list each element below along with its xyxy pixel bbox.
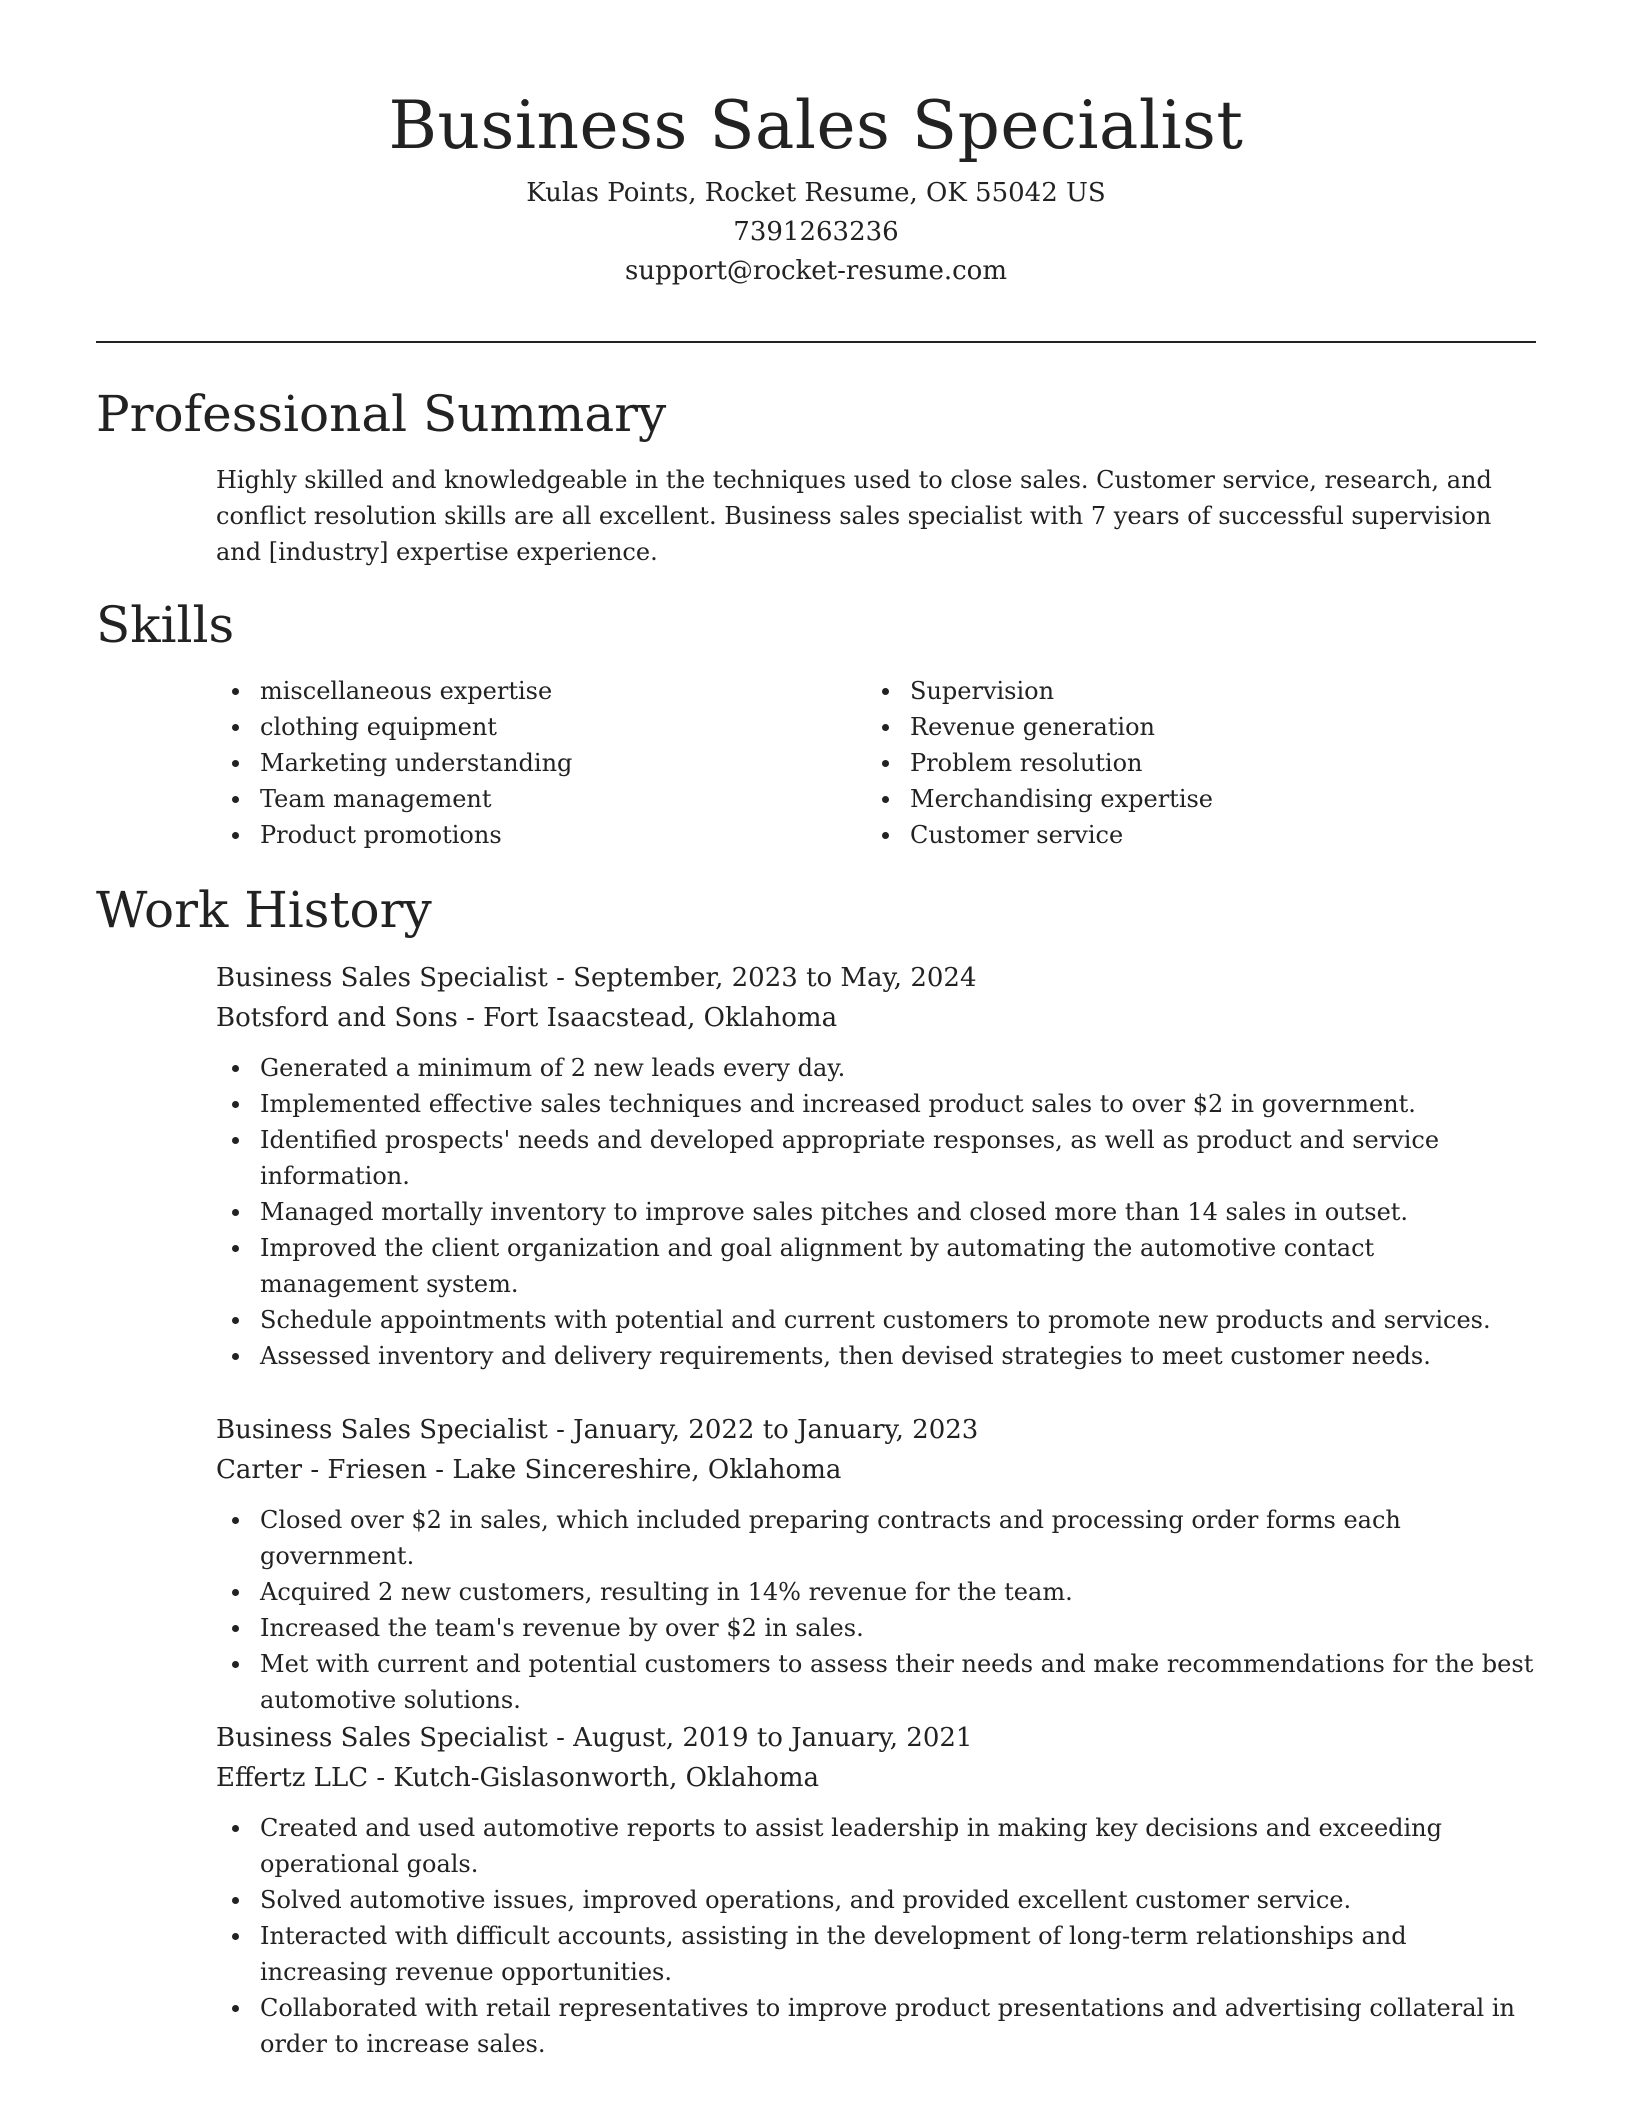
skill-item: Merchandising expertise: [866, 781, 1516, 817]
skills-list: [216, 673, 1516, 853]
header-divider: [96, 341, 1536, 343]
section-title-skills: Skills: [96, 596, 235, 654]
skill-item: Team management: [216, 781, 866, 817]
job-entry: [216, 1410, 1536, 1718]
job-bullet: Improved the client organization and goal alignment by automating the automotive contact management system.: [216, 1230, 1536, 1302]
contact-email: support@rocket-resume.com: [624, 256, 1007, 286]
job-bullets: [216, 1810, 1536, 2062]
job-bullet: Assessed inventory and delivery requirements, then devised strategies to meet customer needs.: [216, 1338, 1536, 1374]
job-company-location: Carter - Friesen - Lake Sincereshire, Oklahoma: [216, 1455, 842, 1485]
job-title-dates: Business Sales Specialist - September, 2023 to May, 2024: [216, 963, 977, 993]
job-bullets: [216, 1050, 1536, 1374]
job-bullet: Acquired 2 new customers, resulting in 14% revenue for the team.: [216, 1574, 1536, 1610]
candidate-name: Business Sales Specialist: [388, 87, 1244, 164]
job-company-location: Effertz LLC - Kutch-Gislasonworth, Oklahoma: [216, 1763, 820, 1793]
skill-item: Product promotions: [216, 817, 866, 853]
job-entry: [216, 958, 1536, 1374]
job-bullet: Generated a minimum of 2 new leads every day.: [216, 1050, 1536, 1086]
job-bullet: Identified prospects' needs and developed appropriate responses, as well as product and service information.: [216, 1122, 1536, 1194]
job-title-dates: Business Sales Specialist - January, 2022 to January, 2023: [216, 1415, 979, 1445]
section-title-work-history: Work History: [96, 881, 432, 939]
job-bullets: [216, 1502, 1536, 1718]
job-bullet: Increased the team's revenue by over $2 in sales.: [216, 1610, 1536, 1646]
skills-column-right: [866, 673, 1516, 853]
skill-item: Marketing understanding: [216, 745, 866, 781]
section-title-summary: Professional Summary: [96, 385, 667, 443]
skill-item: clothing equipment: [216, 709, 866, 745]
summary-text: Highly skilled and knowledgeable in the techniques used to close sales. Customer service, research, and conflict resolution skills are all excellent. Business sales specialist with 7 years of successful supervision and [industry] expertise experience.: [216, 466, 1492, 566]
job-bullet: Implemented effective sales techniques and increased product sales to over $2 in government.: [216, 1086, 1536, 1122]
job-entry: [216, 1718, 1536, 2062]
job-bullet: Interacted with difficult accounts, assisting in the development of long-term relationships and increasing revenue opportunities.: [216, 1918, 1536, 1990]
job-bullet: Met with current and potential customers to assess their needs and make recommendations for the best automotive solutions.: [216, 1646, 1536, 1718]
skill-item: miscellaneous expertise: [216, 673, 866, 709]
skill-item: Customer service: [866, 817, 1516, 853]
job-bullet: Schedule appointments with potential and current customers to promote new products and services.: [216, 1302, 1536, 1338]
job-bullet: Solved automotive issues, improved operations, and provided excellent customer service.: [216, 1882, 1536, 1918]
job-bullet: Created and used automotive reports to assist leadership in making key decisions and exceeding operational goals.: [216, 1810, 1536, 1882]
job-bullet: Closed over $2 in sales, which included preparing contracts and processing order forms each government.: [216, 1502, 1536, 1574]
resume-header: [96, 78, 1536, 291]
skill-item: Problem resolution: [866, 745, 1516, 781]
skill-item: Supervision: [866, 673, 1516, 709]
job-title-dates: Business Sales Specialist - August, 2019 to January, 2021: [216, 1723, 973, 1753]
contact-phone: 7391263236: [733, 217, 899, 247]
skill-item: Revenue generation: [866, 709, 1516, 745]
job-bullet: Managed mortally inventory to improve sales pitches and closed more than 14 sales in outset.: [216, 1194, 1536, 1230]
job-bullet: Collaborated with retail representatives to improve product presentations and advertising collateral in order to increase sales.: [216, 1990, 1536, 2062]
skills-column-left: [216, 673, 866, 853]
job-company-location: Botsford and Sons - Fort Isaacstead, Oklahoma: [216, 1003, 838, 1033]
contact-address: Kulas Points, Rocket Resume, OK 55042 US: [526, 178, 1106, 208]
